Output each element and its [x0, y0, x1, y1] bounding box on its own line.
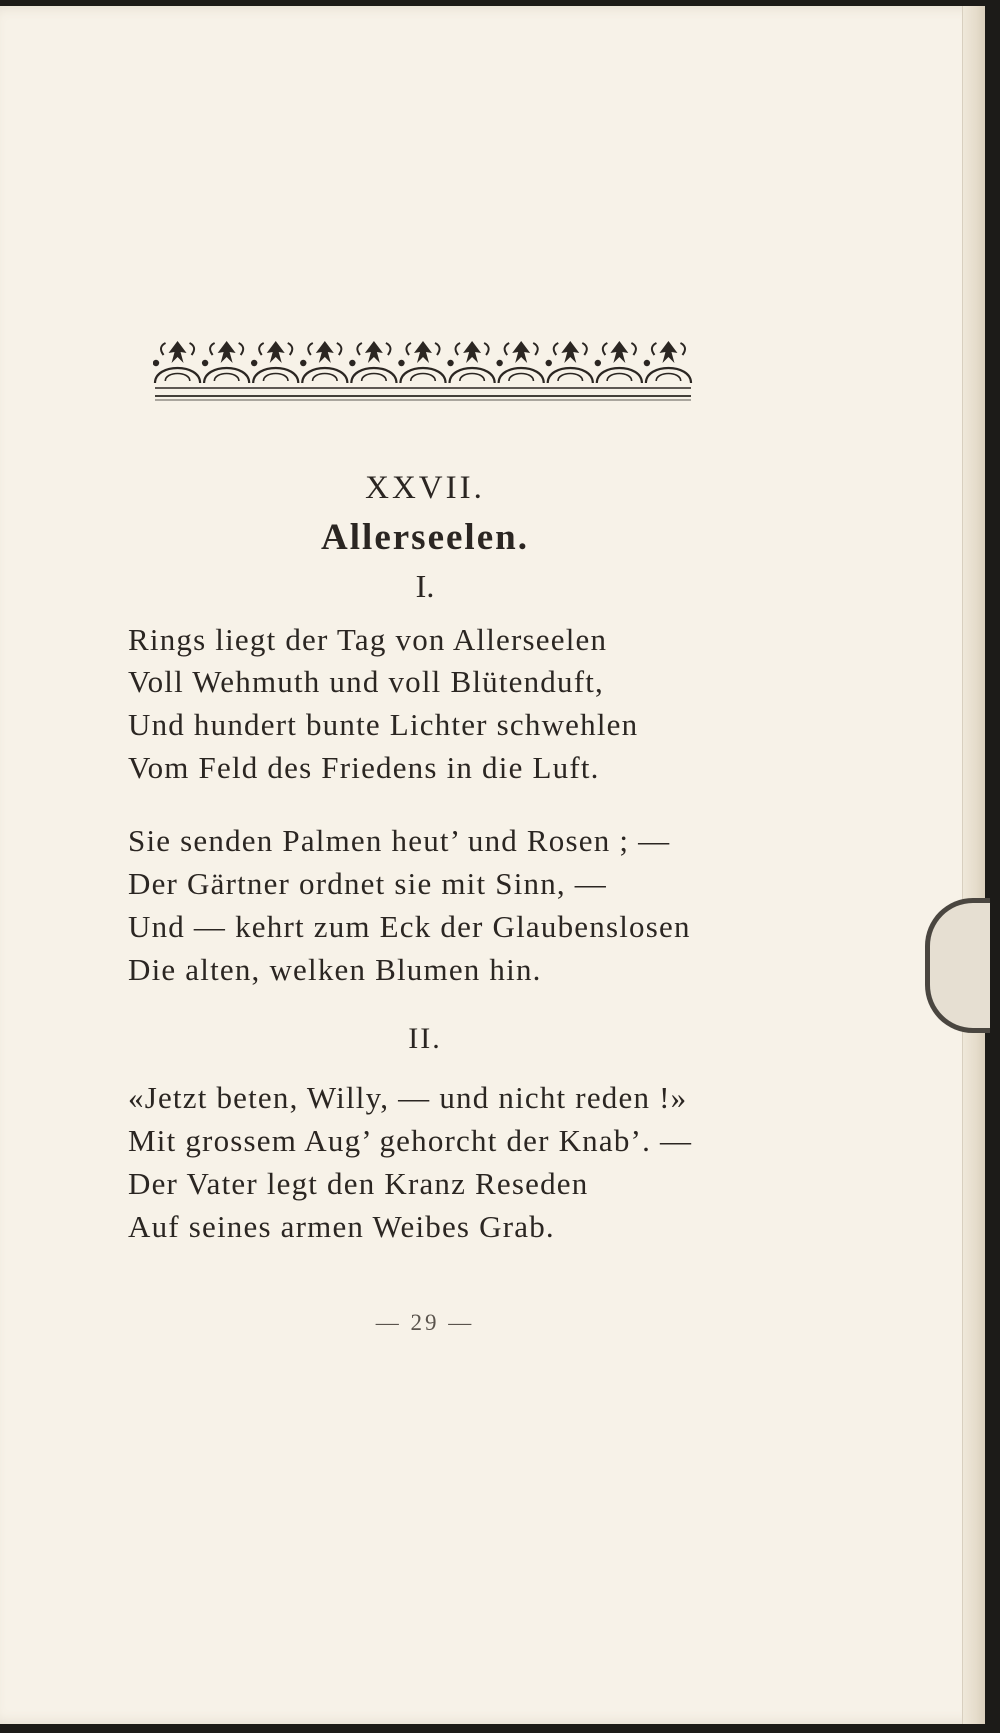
poem-line: «Jetzt beten, Willy, — und nicht reden !» [128, 1080, 688, 1115]
page-number: — 29 — [375, 1310, 475, 1335]
poem-line: Rings liegt der Tag von Allerseelen [128, 622, 608, 657]
poem-line: Die alten, welken Blumen hin. [128, 952, 542, 987]
poem-number: XXVII. [365, 470, 485, 506]
poem-line: Der Vater legt den Kranz Reseden [128, 1166, 589, 1201]
poem-line: Sie senden Palmen heut’ und Rosen ; — [128, 823, 671, 858]
page-tab-marker [925, 898, 990, 1033]
decorative-border-ornament [153, 333, 693, 405]
poem-line: Vom Feld des Friedens in die Luft. [128, 750, 600, 785]
page-edge [962, 6, 985, 1724]
poem-line: Und hundert bunte Lichter schwehlen [128, 707, 639, 742]
poem-line: Und — kehrt zum Eck der Glaubenslosen [128, 909, 691, 944]
poem-line: Der Gärtner ordnet sie mit Sinn, — [128, 866, 608, 901]
section-label-2: II. [408, 1022, 442, 1055]
poem-title: Allerseelen. [321, 517, 529, 558]
book-page [0, 6, 985, 1724]
poem-line: Auf seines armen Weibes Grab. [128, 1209, 555, 1244]
poem-line: Mit grossem Aug’ gehorcht der Knab’. — [128, 1123, 693, 1158]
section-label-1: I. [415, 568, 435, 604]
poem-line: Voll Wehmuth und voll Blütenduft, [128, 664, 604, 699]
